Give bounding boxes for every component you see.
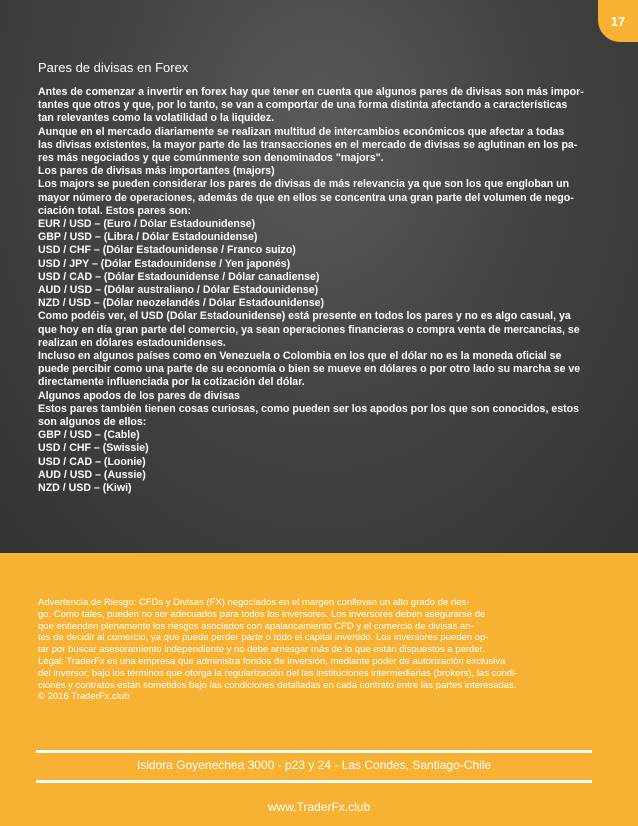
disclaimer-line: Advertencia de Riesgo: CFDs y Divisas (FX) negociados en el margen conllevan un alto grado de ries- xyxy=(38,597,470,608)
body-line: directamente influenciada por la cotización del dólar. xyxy=(38,376,305,389)
disclaimer-line: go. Como tales, pueden no ser adecuados para todos los inversores. Los inversores deben asegurarse de xyxy=(38,608,486,620)
body-line: Como podéis ver, el USD (Dólar Estadounidense) está presente en todos los pares y no es algo casual, ya xyxy=(38,310,571,323)
disclaimer-line: © 2016 TraderFx.club xyxy=(38,691,130,703)
body-line: EUR / USD – (Euro / Dólar Estadounidense) xyxy=(38,218,256,231)
disclaimer-line: Legal: TraderFx es una empresa que administra fondos de inversión, mediante poder de autorización exclusiva xyxy=(38,655,506,667)
body-line: son algunos de ellos: xyxy=(38,416,147,429)
body-line: realizan en dólares estadounidenses. xyxy=(38,336,226,349)
footer-divider-top xyxy=(36,750,592,753)
body-line: AUD / USD – (Dólar australiano / Dólar Estadounidense) xyxy=(38,284,319,297)
body-line: ciación total. Estos pares son: xyxy=(38,204,192,217)
body-line: USD / CHF – (Swissie) xyxy=(38,442,149,455)
body-line: GBP / USD – (Libra / Dólar Estadounidense) xyxy=(38,231,258,244)
body-line: tan relevantes como la volatilidad o la liquidez. xyxy=(38,112,275,125)
disclaimer-line: del inversor, bajo los términos que otorga la regularización del las instituciones intermediarias (brokers), las condi- xyxy=(38,667,518,679)
body-line: mayor número de operaciones, además de que en ellos se concentra una gran parte del volumen de nego- xyxy=(38,191,574,204)
office-address: Isidora Goyenechea 3000 - p23 y 24 - Las Condes, Santiago-Chile xyxy=(136,758,492,772)
body-line: res más negociados y que comúnmente son denominados "majors". xyxy=(38,152,384,165)
footer-divider-bottom xyxy=(36,780,592,783)
body-line: Aunque en el mercado diariamente se realizan multitud de intercambios económicos que afectar a todas xyxy=(38,125,565,138)
body-line: USD / CAD – (Loonie) xyxy=(38,455,146,468)
body-line: las divisas existentes, la mayor parte de las transacciones en el mercado de divisas se aglutinan en los pa- xyxy=(38,138,578,151)
body-line: tantes que otros y que, por lo tanto, se van a comportar de una forma distinta afectando a características xyxy=(38,99,568,112)
body-line: USD / CAD – (Dólar Estadounidense / Dólar canadiense) xyxy=(38,270,320,283)
body-line: NZD / USD – (Kiwi) xyxy=(38,482,132,495)
body-line: puede percibir como una parte de su economía o bien se mueve en dólares o por otro lado su marcha se ve xyxy=(38,363,581,376)
body-line: USD / CHF – (Dólar Estadounidense / Franco suizo) xyxy=(38,244,296,257)
body-line: Estos pares también tienen cosas curiosas, como pueden ser los apodos por los que son conocidos, estos xyxy=(38,402,580,415)
body-line: NZD / USD – (Dólar neozelandés / Dólar Estadounidense) xyxy=(38,297,325,310)
disclaimer-line: ciones y contratos están sometidos bajo las condiciones detalladas en cada contrato entre las partes interesadas. xyxy=(38,679,517,691)
body-line: USD / JPY – (Dólar Estadounidense / Yen japonés) xyxy=(38,257,291,270)
body-line: que hoy en día gran parte del comercio, ya sean operaciones financieras o compra venta de mercancías, se xyxy=(38,323,580,336)
disclaimer-line: tes de decidir al comercio, ya que puede perder parte o todo el capital invertido. Los inversores pueden op- xyxy=(38,632,489,644)
body-line: Los majors se pueden considerar los pares de divisas de más relevancia ya que son los que engloban un xyxy=(38,178,570,191)
website-link[interactable]: www.TraderFx.club xyxy=(267,800,371,814)
body-line: Algunos apodos de los pares de divisas xyxy=(38,389,240,402)
page-number-badge: 17 xyxy=(598,0,638,42)
body-line: Antes de comenzar a invertir en forex hay que tener en cuenta que algunos pares de divisas son más impor- xyxy=(38,86,584,98)
disclaimer-line: que entienden plenamente los riesgos asociados con apalancamiento CFD y el comercio de divisas an- xyxy=(38,620,474,632)
disclaimer-line: tar por buscar asesoramiento independiente y no debe arriesgar más de lo que están dispuestos a perder. xyxy=(38,644,485,656)
section-heading: Pares de divisas en Forex xyxy=(38,60,189,75)
body-line: Incluso en algunos países como en Venezuela o Colombia en los que el dólar no es la moneda oficial se xyxy=(38,350,562,363)
body-line: Los pares de divisas más importantes (majors) xyxy=(38,165,275,178)
body-line: AUD / USD – (Aussie) xyxy=(38,468,146,481)
body-line: GBP / USD – (Cable) xyxy=(38,429,140,442)
article-body xyxy=(38,86,601,495)
risk-disclaimer xyxy=(38,597,601,703)
